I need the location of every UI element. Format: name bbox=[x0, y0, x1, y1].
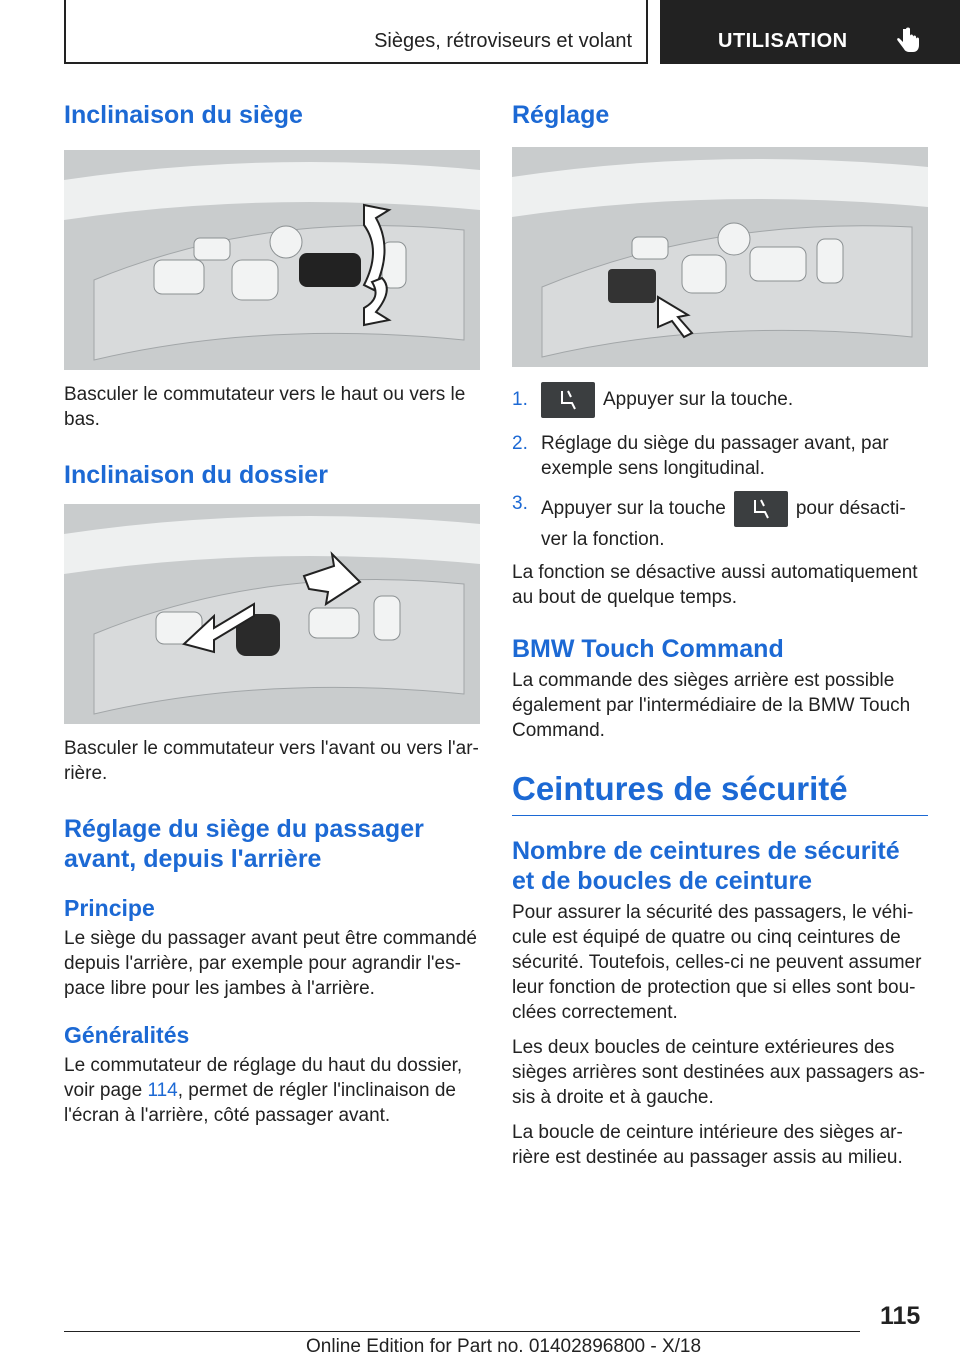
paragraph-belts-3: La boucle de ceinture intérieure des sièges ar‐rière est destinée au passager assis au milieu. bbox=[512, 1122, 903, 1168]
step-text: Appuyer sur la touche bbox=[541, 498, 726, 520]
passenger-seat-button-image bbox=[541, 382, 595, 418]
right-column bbox=[512, 100, 928, 1170]
chapter-title: UTILISATION bbox=[718, 30, 848, 52]
list-item bbox=[512, 491, 928, 552]
steps-list bbox=[512, 381, 928, 552]
paragraph-touch-command: La commande des sièges arrière est possible également par l'intermédiaire de la BMW Touch Command. bbox=[512, 670, 911, 741]
list-item bbox=[512, 431, 928, 481]
heading-seat-tilt: Inclinaison du siège bbox=[64, 101, 303, 129]
heading-rule bbox=[512, 815, 928, 816]
step-text: Appuyer sur la touche. bbox=[603, 389, 794, 410]
footer-edition: Online Edition for Part no. 01402896800 - X/18 bbox=[306, 1336, 702, 1357]
step-number: 2. bbox=[512, 433, 528, 454]
heading-general: Généralités bbox=[64, 1022, 190, 1048]
page-link-114[interactable]: 114 bbox=[147, 1080, 178, 1101]
seat-switch-tilt-photo bbox=[64, 150, 480, 370]
heading-belt-count: Nombre de ceintures de sécurité et de boucles de ceinture bbox=[512, 837, 900, 895]
step-number: 1. bbox=[512, 389, 528, 410]
paragraph-auto-off: La fonction se désactive aussi automatiquement au bout de quelque temps. bbox=[512, 562, 918, 608]
seat-icon bbox=[556, 389, 580, 411]
step-text: Réglage du siège du passager avant, par exemple sens longitudinal. bbox=[541, 433, 889, 479]
seat-switch-backrest-photo bbox=[64, 504, 480, 724]
step-text-continued: pour désacti‐ver la fonction. bbox=[541, 498, 906, 550]
hand-pointing-icon bbox=[895, 27, 921, 55]
heading-backrest-tilt: Inclinaison du dossier bbox=[64, 461, 328, 489]
heading-passenger-seat: Réglage du siège du passager avant, depuis l'arrière bbox=[64, 815, 424, 873]
seat-icon bbox=[749, 498, 773, 520]
page-number: 115 bbox=[880, 1302, 921, 1330]
list-item bbox=[512, 381, 928, 421]
step-number: 3. bbox=[512, 493, 528, 514]
heading-touch-command: BMW Touch Command bbox=[512, 635, 784, 663]
paragraph-seat-tilt: Basculer le commutateur vers le haut ou vers le bas. bbox=[64, 384, 466, 430]
section-title: Sièges, rétroviseurs et volant bbox=[374, 30, 632, 52]
heading-seat-belts: Ceintures de sécurité bbox=[512, 770, 848, 807]
passenger-seat-button-image bbox=[734, 491, 788, 527]
paragraph-general bbox=[64, 1053, 480, 1128]
paragraph-belts-2: Les deux boucles de ceinture extérieures des sièges arrières sont destinées aux passagers as‐sis à droite et à gauche. bbox=[512, 1037, 925, 1108]
general-text-b: , permet de régler l'inclinaison de l'écran à l'arrière, côté passager avant. bbox=[64, 1080, 456, 1126]
footer-rule bbox=[64, 1331, 860, 1332]
running-header-section bbox=[64, 0, 648, 64]
heading-principle: Principe bbox=[64, 895, 155, 921]
seat-switch-passenger-button-photo bbox=[512, 147, 928, 367]
running-header-chapter bbox=[660, 0, 960, 64]
heading-adjust: Réglage bbox=[512, 101, 610, 129]
paragraph-belts-1: Pour assurer la sécurité des passagers, le véhi‐cule est équipé de quatre ou cinq ceintures de sécurité. Toutefois, celles-ci ne peuvent assumer leur fonction de protection que si elles sont bou‐clées correctement. bbox=[512, 902, 922, 1023]
paragraph-backrest-tilt: Basculer le commutateur vers l'avant ou vers l'ar‐rière. bbox=[64, 738, 479, 784]
general-text-a: Le commutateur de réglage du haut du dossier, voir page bbox=[64, 1055, 463, 1101]
left-column bbox=[64, 100, 480, 1128]
paragraph-principle: Le siège du passager avant peut être commandé depuis l'arrière, par exemple pour agrandir l'es‐pace libre pour les jambes à l'arrière. bbox=[64, 928, 477, 999]
